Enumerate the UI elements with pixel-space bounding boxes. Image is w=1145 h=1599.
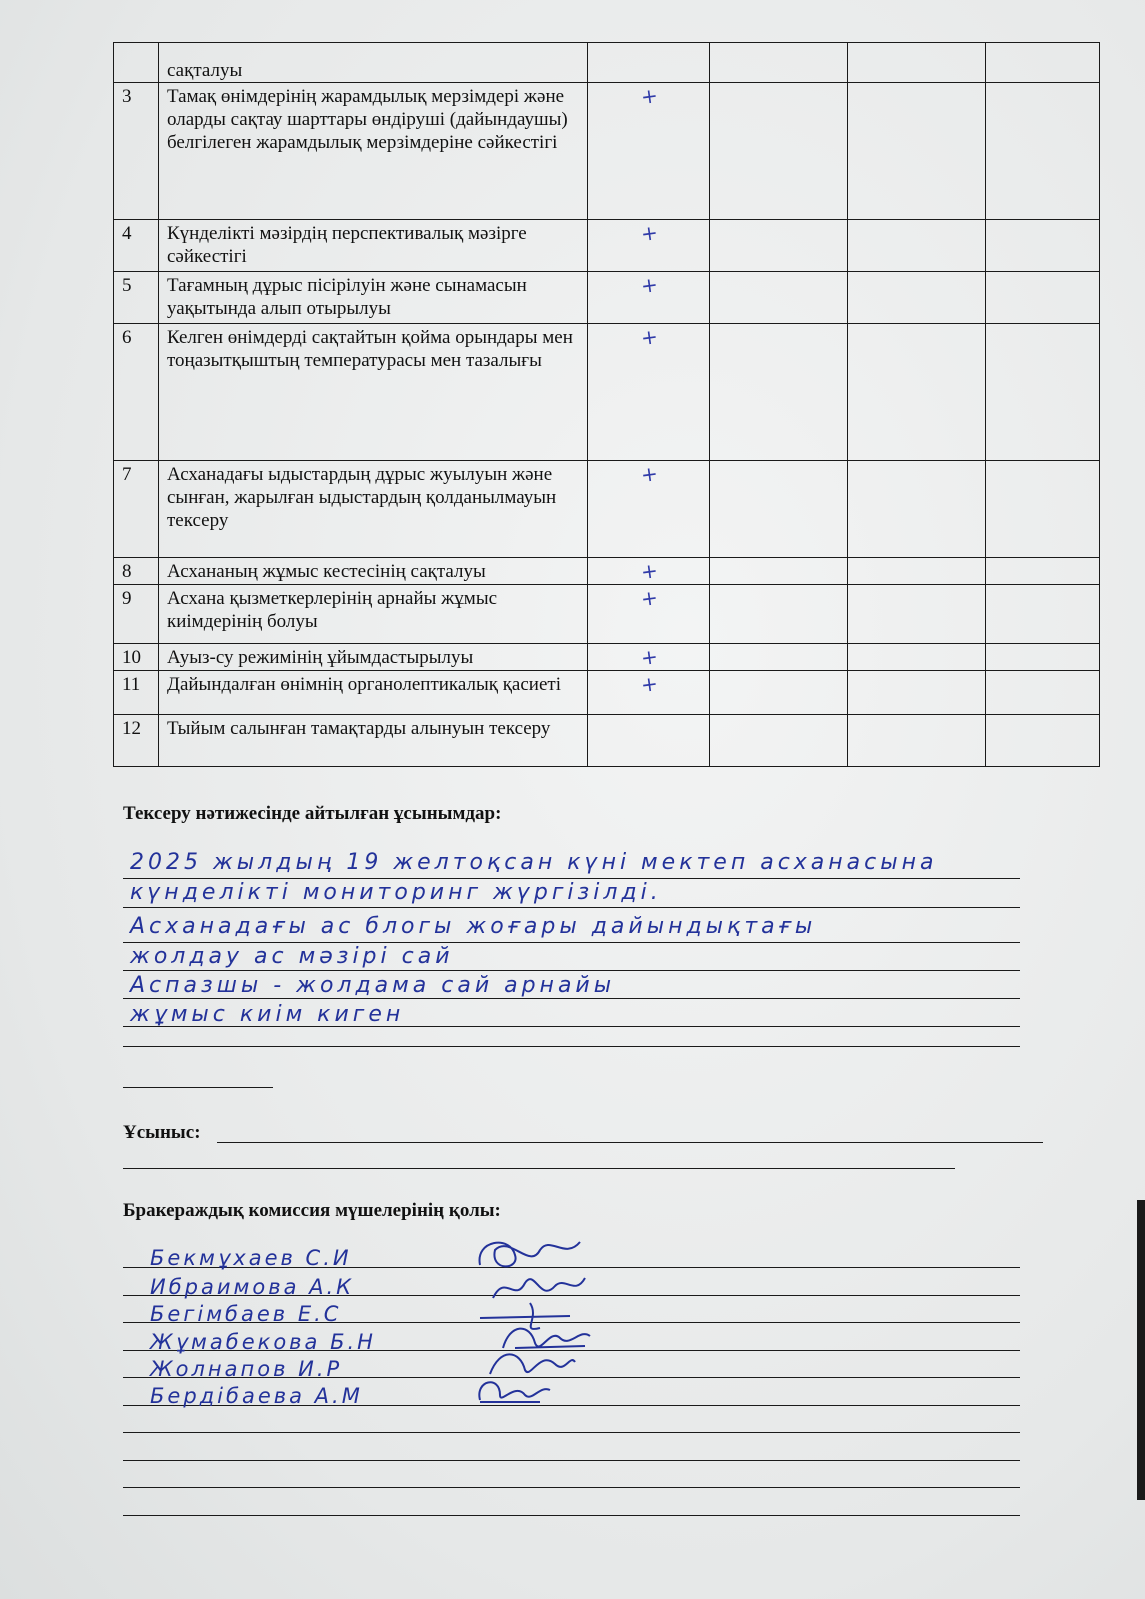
criterion-text: Асхана қызметкерлерінің арнайы жұмыс киімдерінің болуы — [159, 585, 588, 644]
empty-cell — [710, 43, 848, 83]
check-mark: + — [639, 219, 660, 247]
empty-cell — [986, 644, 1100, 671]
check-mark: + — [639, 584, 660, 612]
check-mark: + — [639, 271, 660, 299]
row-number: 3 — [114, 83, 159, 220]
empty-cell — [986, 558, 1100, 585]
empty-cell — [986, 220, 1100, 272]
empty-cell — [986, 671, 1100, 715]
empty-cell — [986, 83, 1100, 220]
empty-cell — [710, 83, 848, 220]
empty-cell — [848, 558, 986, 585]
empty-cell — [848, 461, 986, 558]
ruled-line — [123, 1460, 1020, 1461]
empty-cell — [848, 272, 986, 324]
signatory-name: Бердібаева А.М — [150, 1384, 363, 1408]
check-mark-cell — [588, 220, 710, 272]
signatures-label: Бракераждық комиссия мүшелерінің қолы: — [123, 1200, 501, 1221]
empty-cell — [710, 220, 848, 272]
row-number — [114, 43, 159, 83]
check-mark: + — [639, 557, 660, 585]
criterion-text: Дайындалған өнімнің органолептикалық қасиеті — [159, 671, 588, 715]
recommendation-line: Аспазшы - жолдама сай арнайы — [130, 973, 616, 998]
check-mark-cell — [588, 461, 710, 558]
table-row — [114, 324, 1100, 461]
ruled-line — [123, 1168, 955, 1169]
ruled-line — [123, 1046, 1020, 1047]
criterion-text: Тыйым салынған тамақтарды алынуын тексеру — [159, 715, 588, 767]
criterion-text: Асхананың жұмыс кестесінің сақталуы — [159, 558, 588, 585]
check-mark-cell — [588, 558, 710, 585]
ruled-line — [123, 970, 1020, 971]
recommendation-line: 2025 жылдың 19 желтоқсан күні мектеп асханасына — [130, 850, 938, 875]
table-row — [114, 43, 1100, 83]
empty-cell — [710, 715, 848, 767]
criterion-text: Келген өнімдерді сақтайтын қойма орындары мен тоңазытқыштың температурасы мен тазалығы — [159, 324, 588, 461]
empty-cell — [710, 585, 848, 644]
page-edge-shadow — [1137, 1200, 1145, 1500]
table-row — [114, 585, 1100, 644]
empty-cell — [848, 671, 986, 715]
check-mark: + — [639, 670, 660, 698]
criterion-text: Тамақ өнімдерінің жарамдылық мерзімдері және оларды сақтау шарттары өндіруші (дайындаушы) белгілеген жарамдылық мерзімдеріне сәйкестігі — [159, 83, 588, 220]
empty-cell — [710, 324, 848, 461]
signatory-name: Ибраимова А.К — [150, 1275, 355, 1299]
empty-cell — [848, 220, 986, 272]
signatory-name: Бекмұхаев С.И — [150, 1246, 352, 1270]
signatory-name: Бегімбаев Е.С — [150, 1302, 342, 1326]
empty-cell — [986, 272, 1100, 324]
row-number: 7 — [114, 461, 159, 558]
table-row — [114, 461, 1100, 558]
criterion-text: Ауыз-су режимінің ұйымдастырылуы — [159, 644, 588, 671]
check-mark-cell — [588, 585, 710, 644]
criterion-text: Күнделікті мәзірдің перспективалық мәзірге сәйкестігі — [159, 220, 588, 272]
table-row — [114, 272, 1100, 324]
ruled-line — [123, 907, 1020, 908]
row-number: 10 — [114, 644, 159, 671]
ruled-line — [123, 1087, 273, 1088]
row-number: 11 — [114, 671, 159, 715]
signatory-name: Жолнапов И.Р — [150, 1357, 343, 1381]
check-mark: + — [639, 82, 660, 110]
signature-mark — [470, 1370, 560, 1410]
recommendation-line: Асханадағы ас блогы жоғары дайындықтағы — [130, 914, 817, 939]
row-number: 12 — [114, 715, 159, 767]
empty-cell — [710, 558, 848, 585]
check-mark-cell — [588, 324, 710, 461]
inspection-checklist-table — [113, 42, 1100, 767]
table-row — [114, 83, 1100, 220]
check-mark-cell — [588, 83, 710, 220]
empty-cell — [710, 461, 848, 558]
row-number: 5 — [114, 272, 159, 324]
empty-cell — [848, 644, 986, 671]
empty-cell — [986, 461, 1100, 558]
empty-cell — [848, 715, 986, 767]
criterion-text: сақталуы — [159, 43, 588, 83]
table-row — [114, 715, 1100, 767]
ruled-line — [123, 942, 1020, 943]
criterion-text: Асханадағы ыдыстардың дұрыс жуылуын және сынған, жарылған ыдыстардың қолданылмауын тексеру — [159, 461, 588, 558]
check-mark: + — [639, 323, 660, 351]
ruled-line — [123, 998, 1020, 999]
recommendations-label: Тексеру нәтижесінде айтылған ұсынымдар: — [123, 803, 502, 824]
empty-cell — [986, 324, 1100, 461]
ruled-line — [217, 1142, 1043, 1143]
empty-cell — [848, 324, 986, 461]
table-row — [114, 644, 1100, 671]
empty-cell — [986, 43, 1100, 83]
recommendation-line: күнделікті мониторинг жүргізілді. — [130, 880, 662, 905]
empty-cell — [710, 644, 848, 671]
empty-cell — [848, 83, 986, 220]
table-row — [114, 671, 1100, 715]
row-number: 9 — [114, 585, 159, 644]
check-mark-cell — [588, 644, 710, 671]
table-row — [114, 220, 1100, 272]
check-mark-cell — [588, 671, 710, 715]
ruled-line — [123, 1515, 1020, 1516]
table-row — [114, 558, 1100, 585]
row-number: 6 — [114, 324, 159, 461]
ruled-line — [123, 1432, 1020, 1433]
empty-cell — [986, 585, 1100, 644]
row-number: 4 — [114, 220, 159, 272]
empty-cell — [848, 585, 986, 644]
proposal-label: Ұсыныс: — [123, 1122, 201, 1143]
check-mark: + — [639, 643, 660, 671]
ruled-line — [123, 1487, 1020, 1488]
check-mark: + — [639, 460, 660, 488]
empty-cell — [710, 272, 848, 324]
row-number: 8 — [114, 558, 159, 585]
empty-cell — [710, 671, 848, 715]
recommendation-line: жолдау ас мәзірі сай — [130, 944, 454, 969]
ruled-line — [123, 878, 1020, 879]
recommendation-line: жұмыс киім киген — [130, 1002, 405, 1027]
criterion-text: Тағамның дұрыс пісірілуін және сынамасын уақытында алып отырылуы — [159, 272, 588, 324]
check-mark-cell — [588, 715, 710, 767]
check-mark-cell — [588, 43, 710, 83]
signatory-name: Жұмабекова Б.Н — [150, 1330, 376, 1354]
empty-cell — [986, 715, 1100, 767]
check-mark-cell — [588, 272, 710, 324]
empty-cell — [848, 43, 986, 83]
